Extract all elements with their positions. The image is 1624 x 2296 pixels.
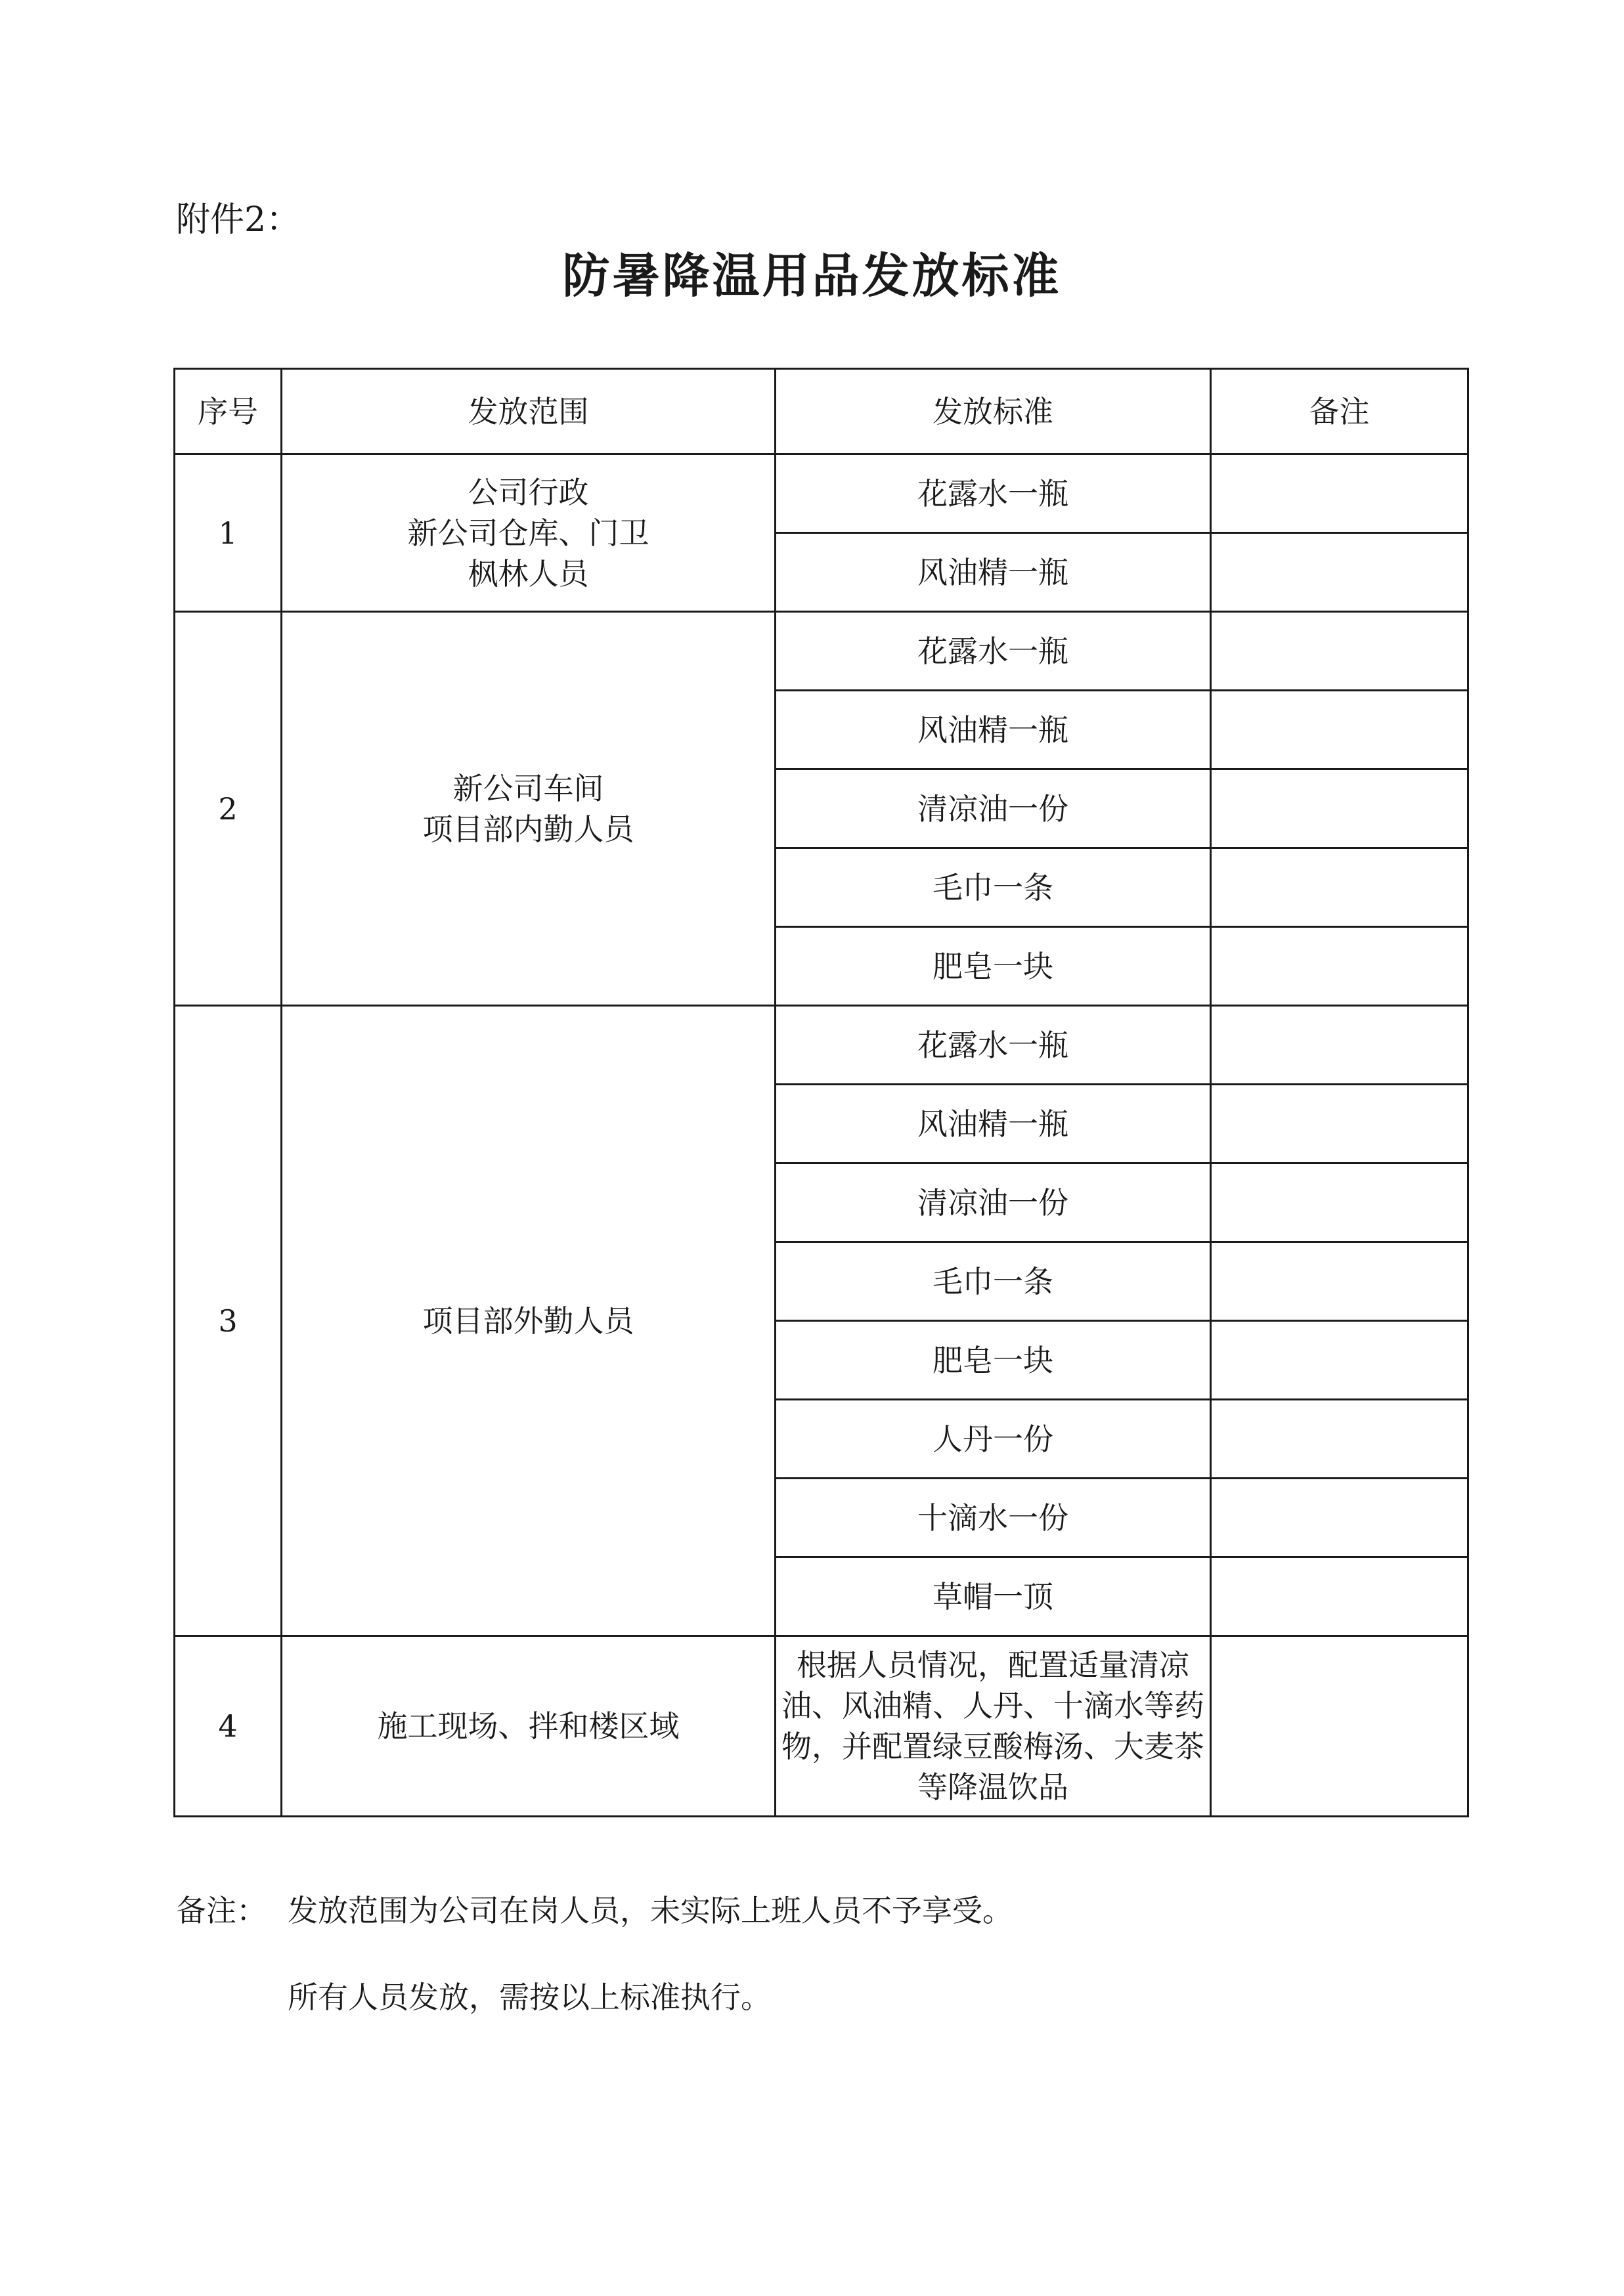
scope-line: 项目部内勤人员 — [422, 811, 634, 847]
scope-line: 新公司仓库、门卫 — [407, 515, 649, 551]
table-header-row — [175, 369, 1468, 454]
remarks-cell — [1211, 1006, 1468, 1085]
standard-cell: 花露水一瓶 — [776, 612, 1211, 691]
standard-cell: 毛巾一条 — [776, 848, 1211, 927]
table-row — [175, 612, 1468, 691]
standard-cell: 肥皂一块 — [776, 1321, 1211, 1400]
scope-cell — [282, 1006, 776, 1636]
header-serial: 序号 — [175, 369, 282, 454]
remarks-cell — [1211, 1242, 1468, 1321]
scope-line: 公司行政 — [468, 474, 589, 510]
standard-cell: 清凉油一份 — [776, 769, 1211, 848]
standard-cell: 清凉油一份 — [776, 1163, 1211, 1242]
scope-cell — [282, 454, 776, 612]
header-standard: 发放标准 — [776, 369, 1211, 454]
distribution-standard-table — [173, 368, 1469, 1817]
attachment-label: 附件2： — [176, 200, 301, 240]
standard-cell: 花露水一瓶 — [776, 454, 1211, 533]
serial-cell: 1 — [175, 454, 282, 612]
scope-line: 枫林人员 — [468, 555, 589, 592]
notes-section — [176, 1891, 1013, 2017]
scope-line: 施工现场、拌和楼区域 — [377, 1708, 680, 1744]
scope-line: 新公司车间 — [452, 770, 604, 806]
standard-cell: 肥皂一块 — [776, 927, 1211, 1006]
table-row — [175, 1006, 1468, 1085]
standard-cell: 十滴水一份 — [776, 1479, 1211, 1557]
standard-cell: 风油精一瓶 — [776, 533, 1211, 612]
remarks-cell — [1211, 769, 1468, 848]
standard-cell: 人丹一份 — [776, 1400, 1211, 1479]
remarks-cell — [1211, 533, 1468, 612]
notes-label: 备注： — [176, 1893, 267, 1928]
document-title: 防暑降温用品发放标准 — [562, 248, 1062, 303]
standard-cell: 草帽一顶 — [776, 1557, 1211, 1636]
remarks-cell — [1211, 1557, 1468, 1636]
table-row — [175, 1636, 1468, 1817]
standard-cell: 风油精一瓶 — [776, 691, 1211, 769]
remarks-cell — [1211, 612, 1468, 691]
remarks-cell — [1211, 1636, 1468, 1817]
remarks-cell — [1211, 1479, 1468, 1557]
remarks-cell — [1211, 454, 1468, 533]
remarks-cell — [1211, 1400, 1468, 1479]
header-scope: 发放范围 — [282, 369, 776, 454]
serial-cell: 2 — [175, 612, 282, 1006]
header-remarks: 备注 — [1211, 369, 1468, 454]
table-row — [175, 454, 1468, 533]
remarks-cell — [1211, 1163, 1468, 1242]
remarks-cell — [1211, 1085, 1468, 1163]
standard-cell: 风油精一瓶 — [776, 1085, 1211, 1163]
remarks-cell — [1211, 691, 1468, 769]
note-line — [176, 1891, 1013, 1930]
note-text: 所有人员发放，需按以上标准执行。 — [288, 1980, 771, 2015]
serial-cell: 3 — [175, 1006, 282, 1636]
note-text: 发放范围为公司在岗人员，未实际上班人员不予享受。 — [288, 1893, 1013, 1928]
scope-cell — [282, 612, 776, 1006]
remarks-cell — [1211, 927, 1468, 1006]
standard-cell: 花露水一瓶 — [776, 1006, 1211, 1085]
standard-cell: 毛巾一条 — [776, 1242, 1211, 1321]
remarks-cell — [1211, 1321, 1468, 1400]
scope-cell — [282, 1636, 776, 1817]
serial-cell: 4 — [175, 1636, 282, 1817]
standard-cell: 根据人员情况，配置适量清凉油、风油精、人丹、十滴水等药物，并配置绿豆酸梅汤、大麦茶等降温饮品 — [776, 1636, 1211, 1817]
remarks-cell — [1211, 848, 1468, 927]
scope-line: 项目部外勤人员 — [422, 1303, 634, 1339]
